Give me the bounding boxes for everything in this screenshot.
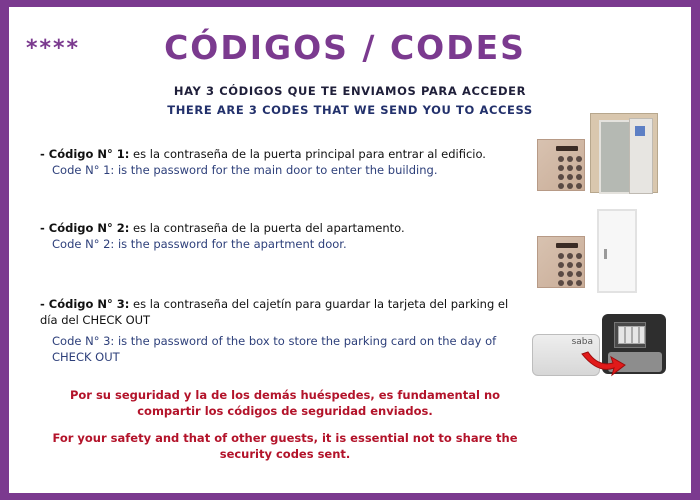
card-brand-text: saba [571,337,593,347]
code-2-english: Code N° 2: is the password for the apartment door. [52,237,347,251]
code-2-spanish [40,220,520,236]
code-1-block [40,146,520,178]
code-1-spanish-text: es la contraseña de la puerta principal para entrar al edificio. [129,147,486,161]
code-1-label: - Código N° 1: [40,147,130,161]
keypad-image [537,236,585,288]
code-3-label: - Código N° 3: [40,297,130,311]
apartment-door-image [597,209,637,293]
warning-english: For your safety and that of other guests, it is essential not to share the security codes sent. [52,431,518,461]
arrow-icon [580,348,626,378]
building-door-image [590,113,658,193]
keypad-image [537,139,585,191]
code-3-block [40,296,510,365]
code-2-label: - Código N° 2: [40,221,130,235]
code-3-english: Code N° 3: is the password of the box to store the parking card on the day of CHECK OUT [52,334,497,364]
code-2-block [40,220,520,252]
decorative-stars: **** [26,36,81,61]
code-1-spanish [40,146,520,162]
code-3-spanish-text: es la contraseña del cajetín para guardar la tarjeta del parking el día del CHECK OUT [40,297,509,327]
code-3-spanish [40,296,510,328]
page-title: CÓDIGOS / CODES [164,28,526,67]
code-2-spanish-text: es la contraseña de la puerta del apartamento. [129,221,405,235]
subtitle-spanish: HAY 3 CÓDIGOS QUE TE ENVIAMOS PARA ACCEDER [173,84,527,98]
code-1-english: Code N° 1: is the password for the main door to enter the building. [52,163,438,177]
subtitle-english: THERE ARE 3 CODES THAT WE SEND YOU TO ACCESS [167,103,533,117]
warning-spanish: Por su seguridad y la de los demás huéspedes, es fundamental no compartir los códigos de seguridad enviados. [69,388,501,418]
